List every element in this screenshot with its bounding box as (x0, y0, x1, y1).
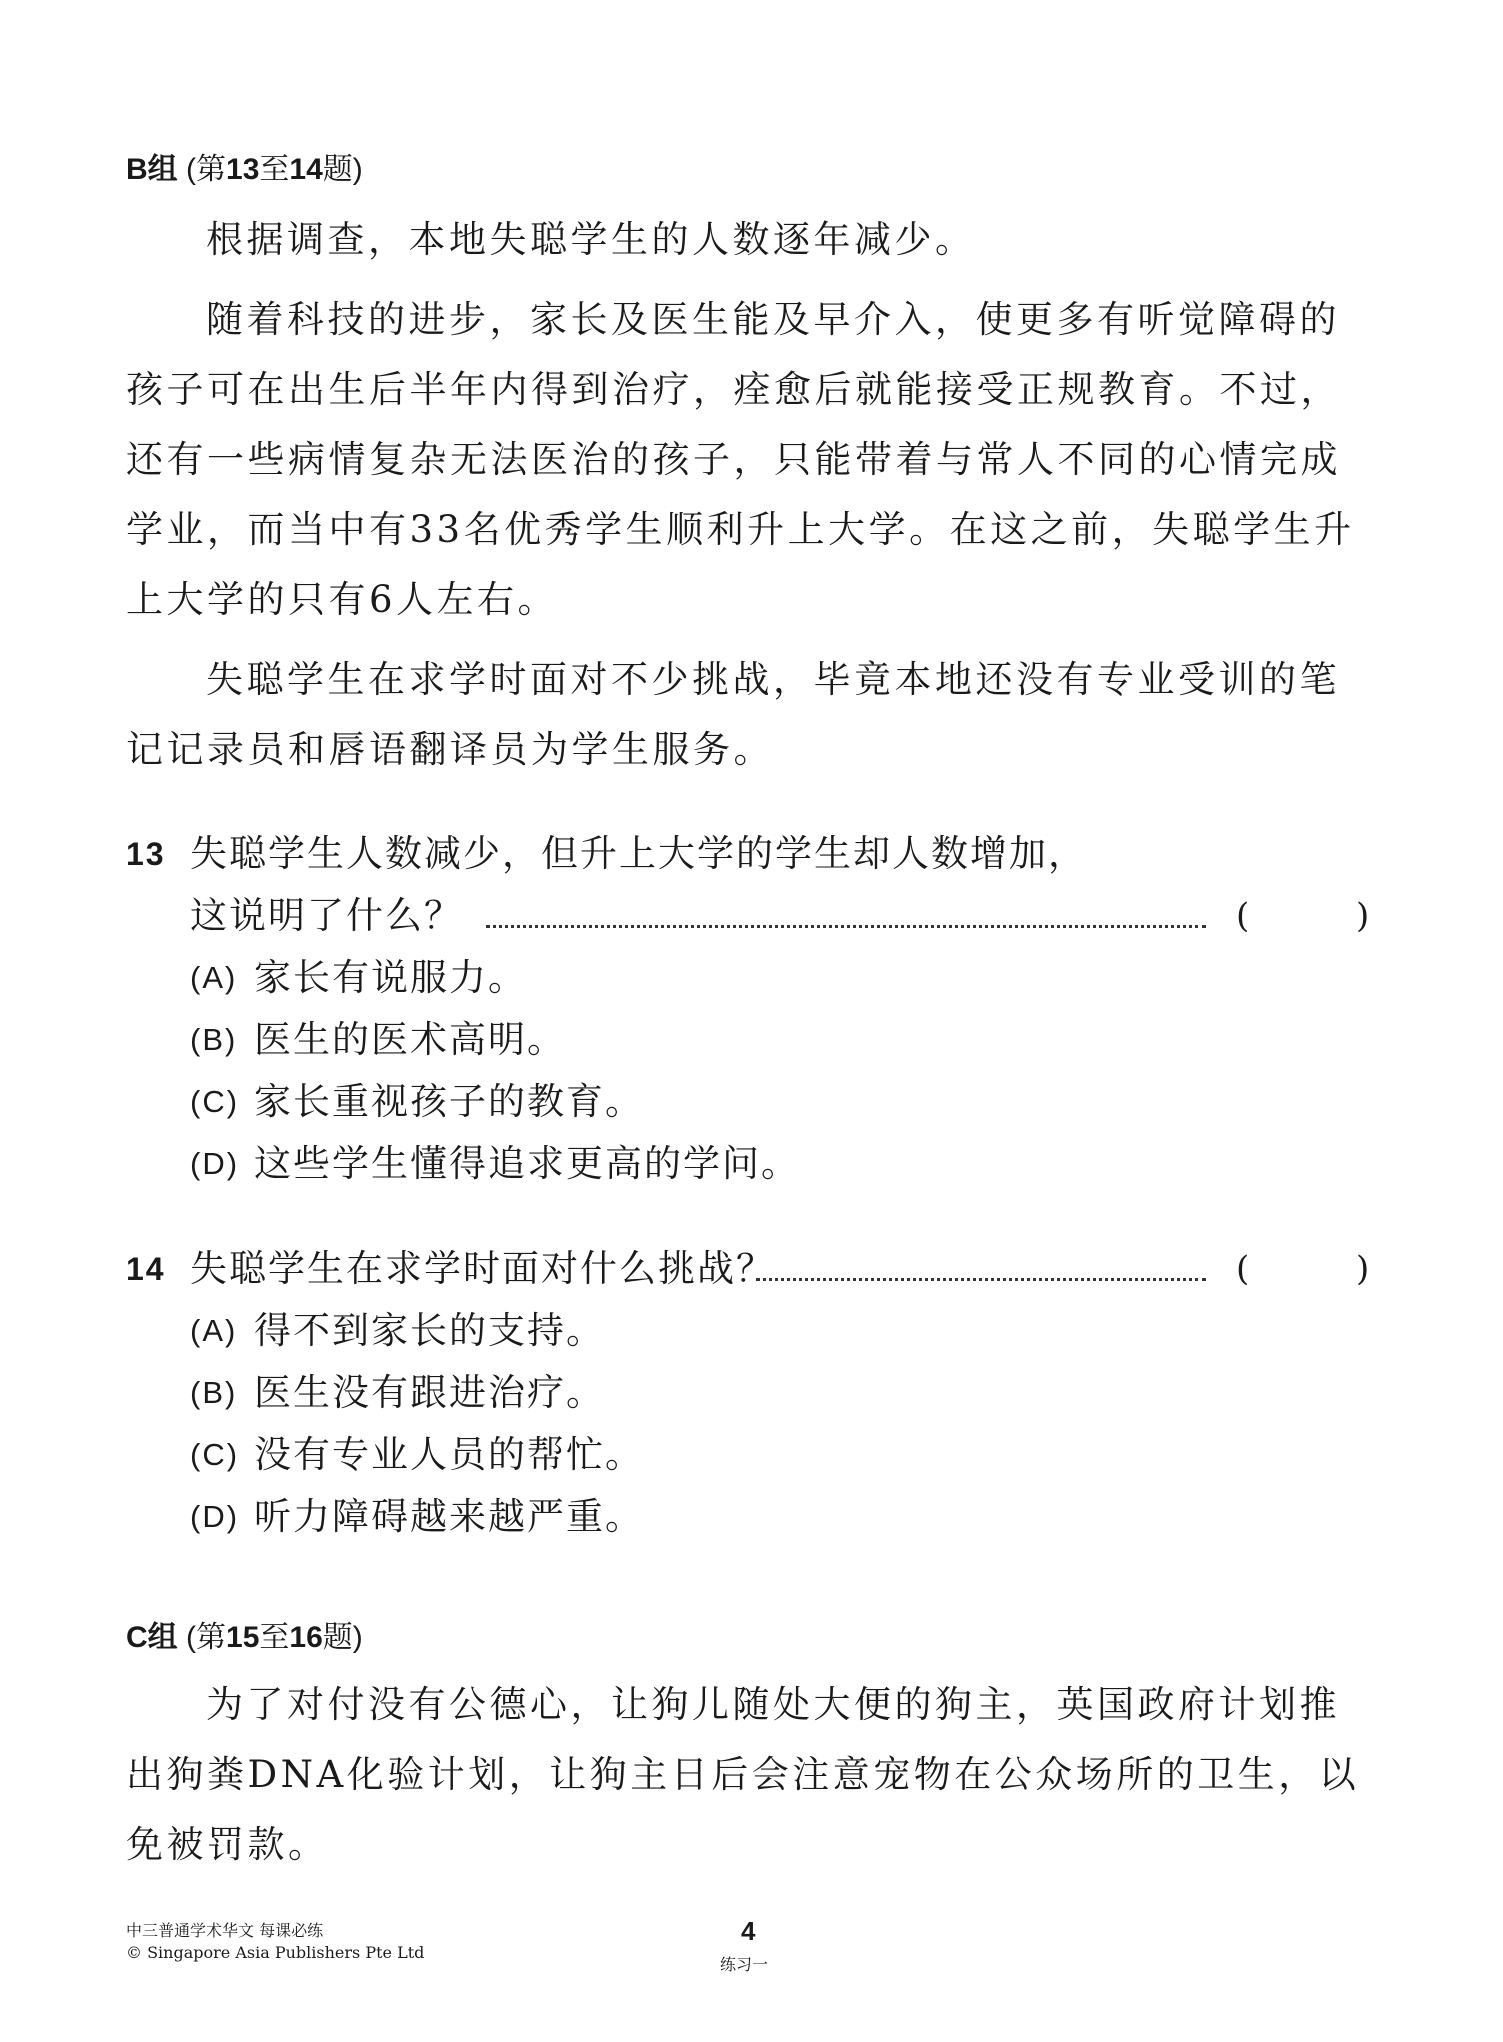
answer-paren-open: ( (1236, 896, 1252, 936)
book-title: 中三普通学术华文 每课必练 (126, 1921, 324, 1940)
section-b-title (126, 150, 363, 190)
practice-label: 练习一 (720, 1955, 769, 1974)
answer-leader-dots (756, 1276, 1206, 1281)
footer-book-info (126, 1920, 424, 1964)
question-text: 失聪学生在求学时面对什么挑战？ (190, 1247, 775, 1290)
option-text: 听力障碍越来越严重。 (254, 1495, 644, 1538)
answer-paren-open: ( (1236, 1249, 1252, 1289)
option-c (126, 1424, 1376, 1486)
answer-leader-dots (486, 923, 1206, 928)
option-letter: (A) (190, 960, 238, 995)
answer-paren-close[interactable]: ) (1356, 1249, 1372, 1289)
question-number: 13 (126, 836, 166, 872)
option-text: 家长重视孩子的教育。 (254, 1080, 644, 1123)
option-text: 没有专业人员的帮忙。 (254, 1433, 644, 1476)
section-label: C组 (126, 1621, 178, 1654)
option-letter: (D) (190, 1499, 240, 1534)
passage-paragraph: 根据调查，本地失聪学生的人数逐年减少。 (206, 218, 976, 261)
option-letter: (B) (190, 1022, 238, 1057)
copyright-notice: © Singapore Asia Publishers Pte Ltd (126, 1943, 425, 1962)
passage-c (126, 1670, 1376, 1880)
range-start: 15 (226, 1621, 260, 1654)
passage-paragraph: 为了对付没有公德心，让狗儿随处大便的狗主，英国政府计划推出狗粪DNA化验计划，让狗主日后会注意宠物在公众场所的卫生，以免被罚款。 (126, 1683, 1360, 1866)
option-a (126, 947, 1376, 1009)
question-text: 失聪学生人数减少，但升上大学的学生却人数增加， (190, 832, 1087, 875)
range-mid: 至 (259, 153, 290, 186)
passage-paragraph: 失聪学生在求学时面对不少挑战，毕竟本地还没有专业受训的笔记记录员和唇语翻译员为学生服务。 (126, 658, 1340, 771)
option-letter: (C) (190, 1437, 240, 1472)
range-end: 14 (289, 153, 323, 186)
page-number: 4 (741, 1916, 756, 1946)
range-mid: 至 (259, 1621, 290, 1654)
option-letter: (A) (190, 1313, 238, 1348)
option-d (126, 1486, 1376, 1548)
question-13 (126, 823, 1376, 1195)
range-end: 16 (289, 1621, 323, 1654)
option-d (126, 1133, 1376, 1195)
option-text: 医生的医术高明。 (254, 1018, 566, 1061)
option-letter: (B) (190, 1375, 238, 1410)
range-start: 13 (226, 153, 260, 186)
range-prefix: (第 (186, 153, 227, 186)
option-b (126, 1362, 1376, 1424)
range-prefix: (第 (186, 1621, 227, 1654)
option-b (126, 1009, 1376, 1071)
question-14 (126, 1238, 1376, 1548)
passage-paragraph: 随着科技的进步，家长及医生能及早介入，使更多有听觉障碍的孩子可在出生后半年内得到治疗，痊愈后就能接受正规教育。不过，还有一些病情复杂无法医治的孩子，只能带着与常人不同的心情完成学业，而当中有33名优秀学生顺利升上大学。在这之前，失聪学生升上大学的只有6人左右。 (126, 298, 1355, 621)
section-c-title (126, 1618, 363, 1658)
option-c (126, 1071, 1376, 1133)
option-a (126, 1300, 1376, 1362)
passage-b (126, 205, 1376, 785)
question-text: 这说明了什么？ (190, 894, 463, 937)
answer-paren-close[interactable]: ) (1356, 896, 1372, 936)
option-letter: (D) (190, 1146, 240, 1181)
option-letter: (C) (190, 1084, 240, 1119)
option-text: 家长有说服力。 (254, 956, 527, 999)
range-suffix: 题) (322, 1621, 363, 1654)
option-text: 得不到家长的支持。 (254, 1309, 605, 1352)
range-suffix: 题) (322, 153, 363, 186)
option-text: 这些学生懂得追求更高的学问。 (254, 1142, 800, 1185)
section-label: B组 (126, 153, 178, 186)
question-number: 14 (126, 1251, 166, 1287)
option-text: 医生没有跟进治疗。 (254, 1371, 605, 1414)
